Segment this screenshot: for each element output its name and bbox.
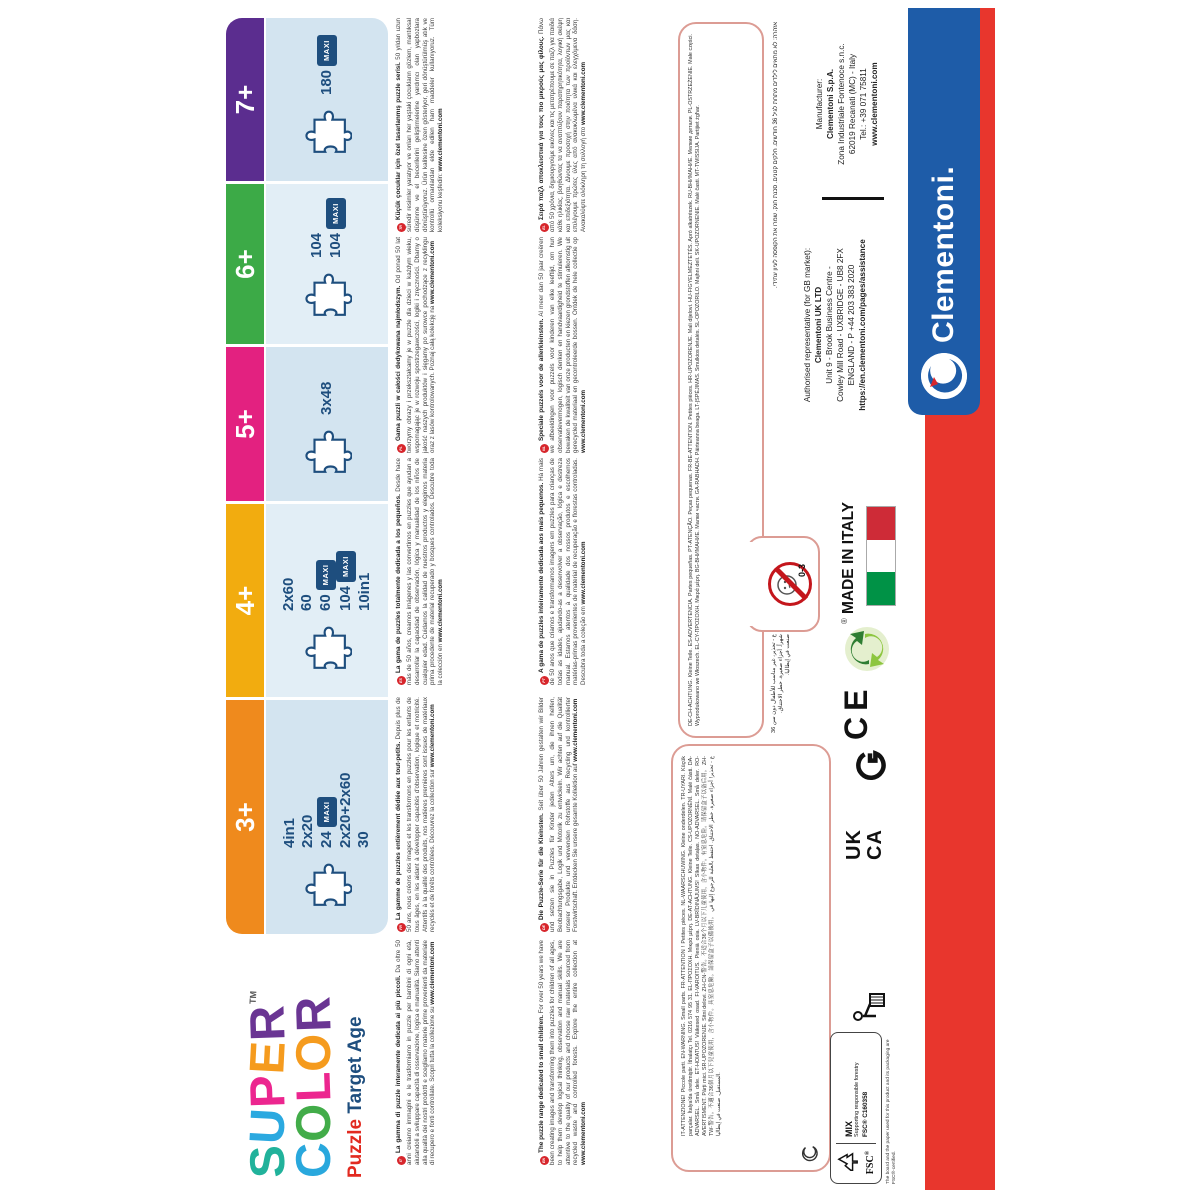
maxi-badge: MAXI bbox=[317, 35, 337, 66]
lang-block-nl: NL Speciale puzzels voor de allerkleinsten. Al meer dan 50 jaar creëren we afbeeldingen voor puzzels voor kinderen van elke leeftijd, om hun observatievermogen, logisch denken en handvaardigheid te stimuleren. We bewaken de kwaliteit van onze producten en kiezen grondstoffen afkomstig uit gerecycled materiaal en gecontroleerde bossen. Ontdek de hele collectie op www.clementoni.com bbox=[538, 237, 588, 453]
ukca-mark: UK CA bbox=[843, 829, 886, 860]
lang-block-tr: TR Küçük çocuklar için özel tasarlanmış puzzle serisi. 50 yıldan uzun süredir resimler yaratıyor ve onları her yaştaki çocukların gözlem, mantıksal düşünme ve el becerilerini geliştirmelerine yardımcı olan yapbozlara dönüştürüyoruz. Ürün kalitesine özen gösteriyor, geri dönüştürülmüş atık ve kontrollü ormanlardan elde edilen ham maddeler kullanıyoruz. Tüm koleksiyonu keşfedin: www.clementoni.com bbox=[395, 18, 445, 232]
puzzle-piece-icon bbox=[302, 425, 352, 483]
lang-dot-nl: NL bbox=[540, 444, 549, 453]
clementoni-ball-icon bbox=[921, 353, 967, 399]
piece-count: 104 bbox=[308, 232, 325, 258]
piece-count: 104MAXI bbox=[336, 551, 356, 611]
lang-dot-en: EN bbox=[540, 1156, 549, 1165]
lang-block-el: EL Σειρά παζλ αποκλειστικά για τους πιο μικρούς μας φίλους. Πάνω από 50 χρόνια, δημιουργούμε εικόνες και τις μετατρέπουμε σε παζλ για παιδιά κάθε ηλικίας, βοηθώντας τα να αναπτύξουν παρατηρητικότητα, λογική σκέψη και επιδεξιότητα. Δίνουμε προσοχή στην ποιότητα των προϊόντων μας και επιλέγουμε πρώτες ύλες από ανακυκλωμένα υλικά και ελεγχόμενα δάση. Ανακαλύψτε ολόκληρη τη συλλογή στο www.clementoni.com bbox=[538, 18, 588, 232]
logo-letter: O bbox=[286, 1031, 342, 1073]
logo-letter: R bbox=[286, 995, 342, 1034]
fsc-tree-icon: FSC® bbox=[836, 1143, 876, 1177]
piece-count: 104MAXI bbox=[326, 198, 346, 258]
age-cell-5plus bbox=[266, 344, 388, 501]
age-body-row bbox=[264, 18, 388, 934]
registered-symbol: ® bbox=[840, 618, 849, 624]
trademark-symbol: TM bbox=[247, 990, 259, 1005]
piece-count: 60MAXI bbox=[316, 551, 336, 611]
logo-letter: U bbox=[240, 1106, 296, 1146]
piece-count: 180MAXI bbox=[317, 35, 337, 95]
lang-block-it: IT La gamma di puzzle interamente dedicata ai più piccoli. Da oltre 50 anni creiamo immagini e le trasformiamo in puzzle per bambini di ogni età, aiutandoli a sviluppare capacità di osservazione, logica e manualità. Siamo attenti alla qualità dei nostri prodotti e scegliamo materie prime provenienti da materiale di recupero e fonti controllate. Scopri tutta la collezione su www.clementoni.com bbox=[395, 940, 437, 1165]
lang-block-es: ES La gama de puzzles totalmente dedicada a los pequeños. Desde hace más de 50 años, creamos imágenes y las convertimos en puzzles que ayudan a desarrollar la capacidad de observación, lógica y manualidad de los niños de cualquier edad. Cuidamos la calidad de nuestros productos y elegimos materia prima procedente de material recuperado y bosques controlados. Descubre toda la colección en www.clementoni.com bbox=[395, 458, 445, 685]
logo-letter: L bbox=[286, 1070, 342, 1104]
lang-dot-de: DE bbox=[540, 923, 549, 932]
logo-letter: O bbox=[286, 1101, 342, 1143]
lang-block-fr: FR La gamme de puzzles entièrement dédiée aux tout-petits. Depuis plus de 50 ans, nous créons des images et les transformons en puzzles pour les enfants de tous âges, en les aidant à développer capacités d'observation, logique et motricité. Attentifs à la qualité des produits, nos matières premières sont issues de matériaux recyclés et de forêts contrôlées. Découvrez la collection sur www.clementoni.com bbox=[395, 697, 437, 932]
tidyman-icon bbox=[850, 992, 896, 1026]
lang-dot-pl: PL bbox=[397, 444, 406, 453]
lang-block-de: DE Die Puzzle-Serie für die Kleinsten. Seit über 50 Jahren gestalten wir Bilder und setzen sie in Puzzles für Kinder jeden Alters um, die ihnen helfen, Beobachtungsgabe, Logik und Motorik zu entwickeln. Wir achten auf die Qualität unserer Produkte und verwenden Rohstoffe aus Recycling und kontrollierter Forstwirtschaft. Entdecken Sie unsere gesamte Kollektion auf www.clementoni.com bbox=[538, 697, 580, 932]
fsc-label bbox=[830, 1032, 882, 1184]
puzzle-piece-icon bbox=[302, 858, 352, 916]
fsc-support-label: Supporting responsible forestry bbox=[853, 1062, 860, 1137]
fsc-mix-label: MIX bbox=[843, 1120, 854, 1137]
piece-count: 24MAXI bbox=[317, 773, 337, 849]
made-in-italy-label: MADE IN ITALY bbox=[840, 502, 857, 614]
age-grade-label: 0-3 bbox=[797, 564, 807, 578]
fsc-note: The board and the paper used for this product and its packaging are FSC®-certified. bbox=[886, 1039, 897, 1184]
tagline-target-age: Target Age bbox=[345, 1016, 366, 1114]
piece-count: 2x20 bbox=[299, 814, 316, 848]
lang-block-pt: PT A gama de puzzles inteiramente dedicada aos mais pequenos. Há mais de 50 anos que criamos e transformamos imagens em puzzles para crianças de todas as idades, ajudando-as a desenvolver a observação, lógica e destreza manual. Estamos atentos à qualidade dos nossos produtos e escolhemos matérias-primas provenientes de material de recuperação e florestas controladas. Descubra toda a coleção em www.clementoni.com bbox=[538, 458, 588, 685]
maxi-badge: MAXI bbox=[336, 551, 356, 582]
italian-flag-icon bbox=[866, 506, 896, 606]
piece-count: 3x48 bbox=[318, 381, 335, 415]
hebrew-warning-line: אזהרה: לא מתאים לילדים מתחת לגיל 36 חודשים. חלקים קטנים. סכנת חנק. שמרו את הקופסה לעיון עתידי. bbox=[773, 22, 779, 288]
warning-box-left: IT-ATTENZIONE! Piccole parti. EN-WARNING. Small parts. FR-ATTENTION ! Petites pièces. NL-WAARSCHUWING. Kleine onderdelen. TR-UYARI. Küçük parçalar. İtalya'da üretilmiştir. İthalatçı Tel. 0216 574 95 31. EL-ΠΡΟΣΟΧΗ. Μικρά μέρη. DE-AT-ACHTUNG. Kleine Teile. CS-UPOZORNĚNÍ. Malé části. DA-ADVARSEL. Små dele. ET-HOIATUS! Väikesed osad. FI-VAROITUS. Pieniä osia. LV-BRĪDINĀJUMS! Sīkas detaļas. NO-ADVARSEL. Små deler. RO-AVERTISMENT. Părți mici. SR-UPOZORENJE. Sitni delovi. ZH-CN-警告。不适合36个月以下儿童使用，含小物件。有窒息危险。请保留盒子以备后用。 ZH-TW-警告。不適合36個月以下兒童使用，含小物件。具窒息危險。請保留盒子以備後用。 ع - تحذير! أجزاء صغيرة. خطر الاختناق. احتفظ بالعلبة للرجوع إليها في المستقبل. صنعت في إيطاليا. bbox=[671, 744, 831, 1172]
rotated-panel-stage bbox=[222, 8, 1000, 1190]
maxi-badge: MAXI bbox=[317, 797, 337, 828]
piece-count: 2x60 bbox=[280, 577, 297, 611]
age-cell-3plus bbox=[266, 697, 388, 934]
age-warning-0-3-icon bbox=[768, 562, 812, 606]
piece-count: 2x20+2x60 bbox=[337, 772, 354, 848]
authorised-representative-block: Authorised representative (for GB market): Clementoni UK LTD Unit 9 - Brook Business Centre - Cowley Mill Road - UXBRIDGE - UB8 2FX ENGLAND - P +44 203 383 2020 https://en.clementoni.com/pages/assistance bbox=[803, 239, 867, 411]
g-mark-icon bbox=[852, 748, 888, 784]
logo-letter: P bbox=[240, 1073, 296, 1109]
age-header-6plus: 6+ bbox=[226, 181, 264, 344]
maxi-badge: MAXI bbox=[326, 198, 346, 229]
piece-count: 30 bbox=[355, 831, 372, 848]
lang-dot-it: IT bbox=[397, 1156, 406, 1165]
age-cell-7plus bbox=[266, 18, 388, 181]
piece-count: 10in1 bbox=[356, 572, 373, 611]
lang-dot-pt: PT bbox=[540, 676, 549, 685]
piece-count: 4in1 bbox=[281, 817, 298, 848]
crescent-swirl-mark-icon bbox=[801, 1144, 819, 1162]
supercolor-logo bbox=[230, 940, 388, 1178]
address-divider bbox=[822, 198, 884, 201]
logo-letter: R bbox=[240, 1003, 296, 1042]
age-header-7plus: 7+ bbox=[226, 18, 264, 181]
manufacturer-block: Manufacturer: Clementoni S.p.A. Zona Industriale Fontenoce s.n.c. 62019 Recanati (MC) - Italy Tel.: +39 071 75811 www.clementoni.com bbox=[815, 43, 879, 165]
supercolor-word-color bbox=[286, 940, 342, 1179]
clementoni-logo-bar bbox=[908, 8, 980, 415]
logo-letter: S bbox=[240, 1143, 296, 1179]
lang-dot-fr: FR bbox=[397, 923, 406, 932]
puzzle-piece-icon bbox=[302, 621, 352, 679]
age-header-4plus: 4+ bbox=[226, 501, 264, 697]
box-back-artwork bbox=[222, 8, 1000, 1190]
age-header-5plus: 5+ bbox=[226, 344, 264, 501]
age-header-3plus: 3+ bbox=[226, 697, 264, 934]
puzzle-piece-icon bbox=[302, 268, 352, 326]
lang-block-pl: PL Gama puzzli w całości dedykowana najmłodszym. Od ponad 50 lat tworzymy obrazy i przekształcamy je w puzzle dla dzieci w każdym wieku, wspomagając je w rozwoju spostrzegawczości, logiki i zręczności. Dbamy o jakość naszych produktów i sięgamy po surowce pochodzące z recyklingu oraz z lasów kontrolowanych. Poznaj całą kolekcję na www.clementoni.com bbox=[395, 237, 437, 453]
clementoni-wordmark: Clementoni. bbox=[927, 165, 960, 343]
arabic-warning-lines: ع - تحذير، غير مناسب للأطفال دون سن 36 شهراً. أجزاء صغيرة. خطر الاختناق. صنعت في إيطاليا. bbox=[771, 634, 791, 734]
lang-dot-tr: TR bbox=[397, 223, 406, 232]
logo-letter: C bbox=[286, 1140, 342, 1179]
tagline-puzzle: Puzzle bbox=[345, 1118, 366, 1178]
tagline bbox=[345, 940, 367, 1178]
puzzle-piece-icon bbox=[302, 105, 352, 163]
lang-block-en: EN The puzzle range dedicated to small children. For over 50 years we have been creating images and transforming them into puzzles for children of all ages, to help them develop logical thinking, observation and manual skills. We are attentive to the quality of our products and choose raw materials sourced from recycled waste and controlled forests. Explore the entire collection at www.clementoni.com bbox=[538, 940, 588, 1165]
lang-dot-es: ES bbox=[397, 676, 406, 685]
logo-letter: E bbox=[240, 1039, 296, 1076]
fsc-code-label: FSC® C160358 bbox=[861, 1091, 869, 1137]
green-dot-recycle-icon bbox=[844, 626, 890, 672]
piece-count: 60 bbox=[298, 594, 315, 611]
lang-dot-el: EL bbox=[540, 223, 549, 232]
age-cell-6plus bbox=[266, 181, 388, 344]
age-cell-4plus bbox=[266, 501, 388, 697]
ce-mark: CE bbox=[838, 683, 874, 740]
age-header-row bbox=[226, 18, 264, 934]
maxi-badge: MAXI bbox=[316, 560, 336, 591]
supercolor-word-super bbox=[230, 940, 296, 1179]
puzzle-age-table bbox=[226, 18, 388, 934]
warning-box-right: DE-CH-ACHTUNG. Kleine Teile. ES-ADVERTENCIA. Partes pequeñas. PT-ATENÇÃO. Peças pequenas. FR-BE-ATTENTION. Petites pièces. HR-UPOZORENJE. Mali dijelovi. HU-FIGYELMEZTETÉS. Apró alkatrészek. RU-ВНИМАНИЕ. Мелкие детали. PL-OSTRZEŻENIE. Małe części. Wyprodukowano we Włoszech. EL-CY-ΠΡΟΣΟΧΗ. Μικρά μέρη. BG-ВНИМАНИЕ. Малки части. GA-RABHADH. Páirteanna beaga. LT-ĮSPĖJIMAS. Smulkios detalės. SL-OPOZORILO. Majhni deli. SK-UPOZORNENIE. Malé časti. MT-TWISSIJA. Partijiet żgħar. bbox=[678, 22, 764, 738]
